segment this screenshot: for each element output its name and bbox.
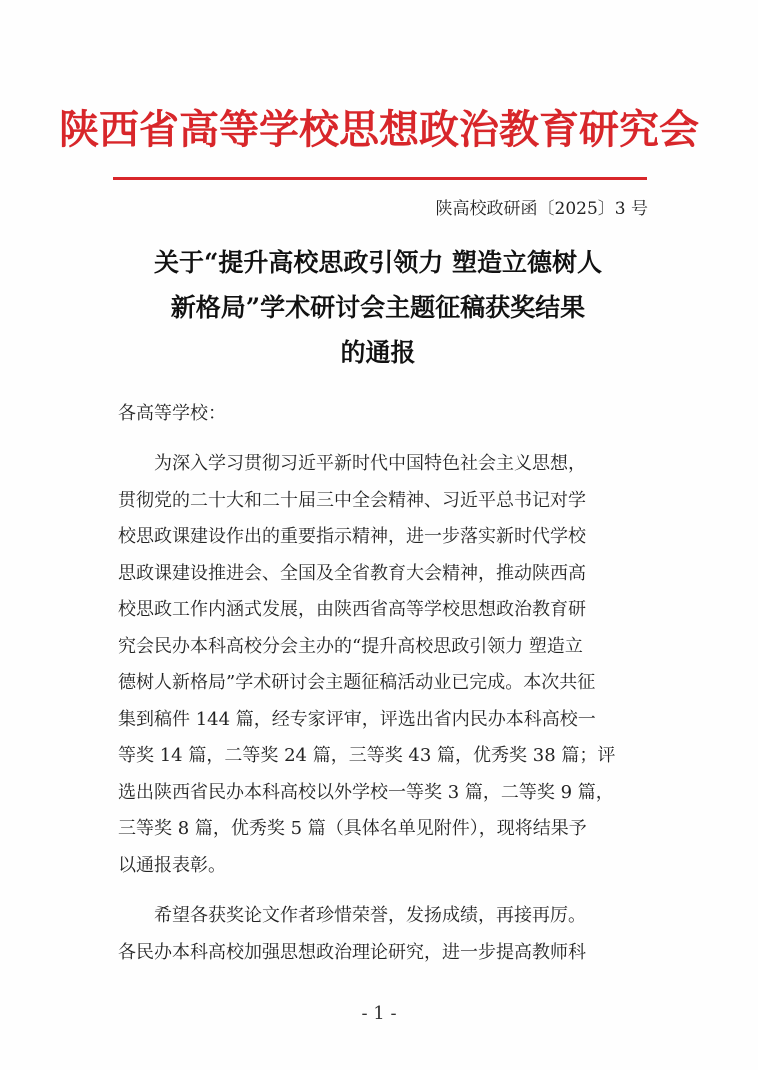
document-title — [110, 240, 646, 375]
title-line: 关于“提升高校思政引领力 塑造立德树人 — [153, 248, 603, 277]
document-number: 陕高校政研函〔2025〕3 号 — [435, 199, 648, 219]
paragraph-line: 各民办本科高校加强思想政治理论研究，进一步提高教师科 — [118, 941, 586, 963]
paragraph-line: 为深入学习贯彻习近平新时代中国特色社会主义思想， — [118, 453, 586, 474]
paragraph-line: 希望各获奖论文作者珍惜荣誉，发扬成绩，再接再厉。 — [118, 905, 586, 926]
paragraph-line: 三等奖 8 篇，优秀奖 5 篇（具体名单见附件），现将结果予 — [118, 818, 587, 839]
salutation: 各高等学校： — [118, 403, 226, 424]
body-text — [118, 446, 642, 971]
paragraph-line: 思政课建设推进会、全国及全省教育大会精神，推动陕西高 — [118, 562, 586, 584]
header-divider — [113, 177, 647, 180]
paragraph-line: 德树人新格局”学术研讨会主题征稿活动业已完成。本次共征 — [118, 672, 596, 693]
title-line: 新格局”学术研讨会主题征稿获奖结果 — [170, 293, 586, 322]
organization-header: 陕西省高等学校思想政治教育研究会 — [59, 106, 699, 153]
page-number: - 1 - — [361, 1003, 397, 1024]
paragraph-line: 究会民办本科高校分会主办的“提升高校思政引领力 塑造立 — [118, 635, 583, 657]
title-line: 的通报 — [340, 338, 416, 367]
paragraph-line: 贯彻党的二十大和二十届三中全会精神、习近平总书记对学 — [118, 489, 586, 511]
paragraph-line: 校思政课建设作出的重要指示精神，进一步落实新时代学校 — [118, 526, 586, 547]
paragraph-line: 集到稿件 144 篇，经专家评审，评选出省内民办本科高校一 — [118, 708, 596, 730]
paragraph-line: 选出陕西省民办本科高校以外学校一等奖 3 篇，二等奖 9 篇， — [118, 781, 614, 803]
paragraph-line: 以通报表彰。 — [118, 854, 226, 876]
paragraph-line: 等奖 14 篇，二等奖 24 篇，三等奖 43 篇，优秀奖 38 篇；评 — [118, 745, 616, 766]
paragraph-gap — [118, 884, 642, 898]
paragraph-line: 校思政工作内涵式发展，由陕西省高等学校思想政治教育研 — [118, 599, 586, 620]
